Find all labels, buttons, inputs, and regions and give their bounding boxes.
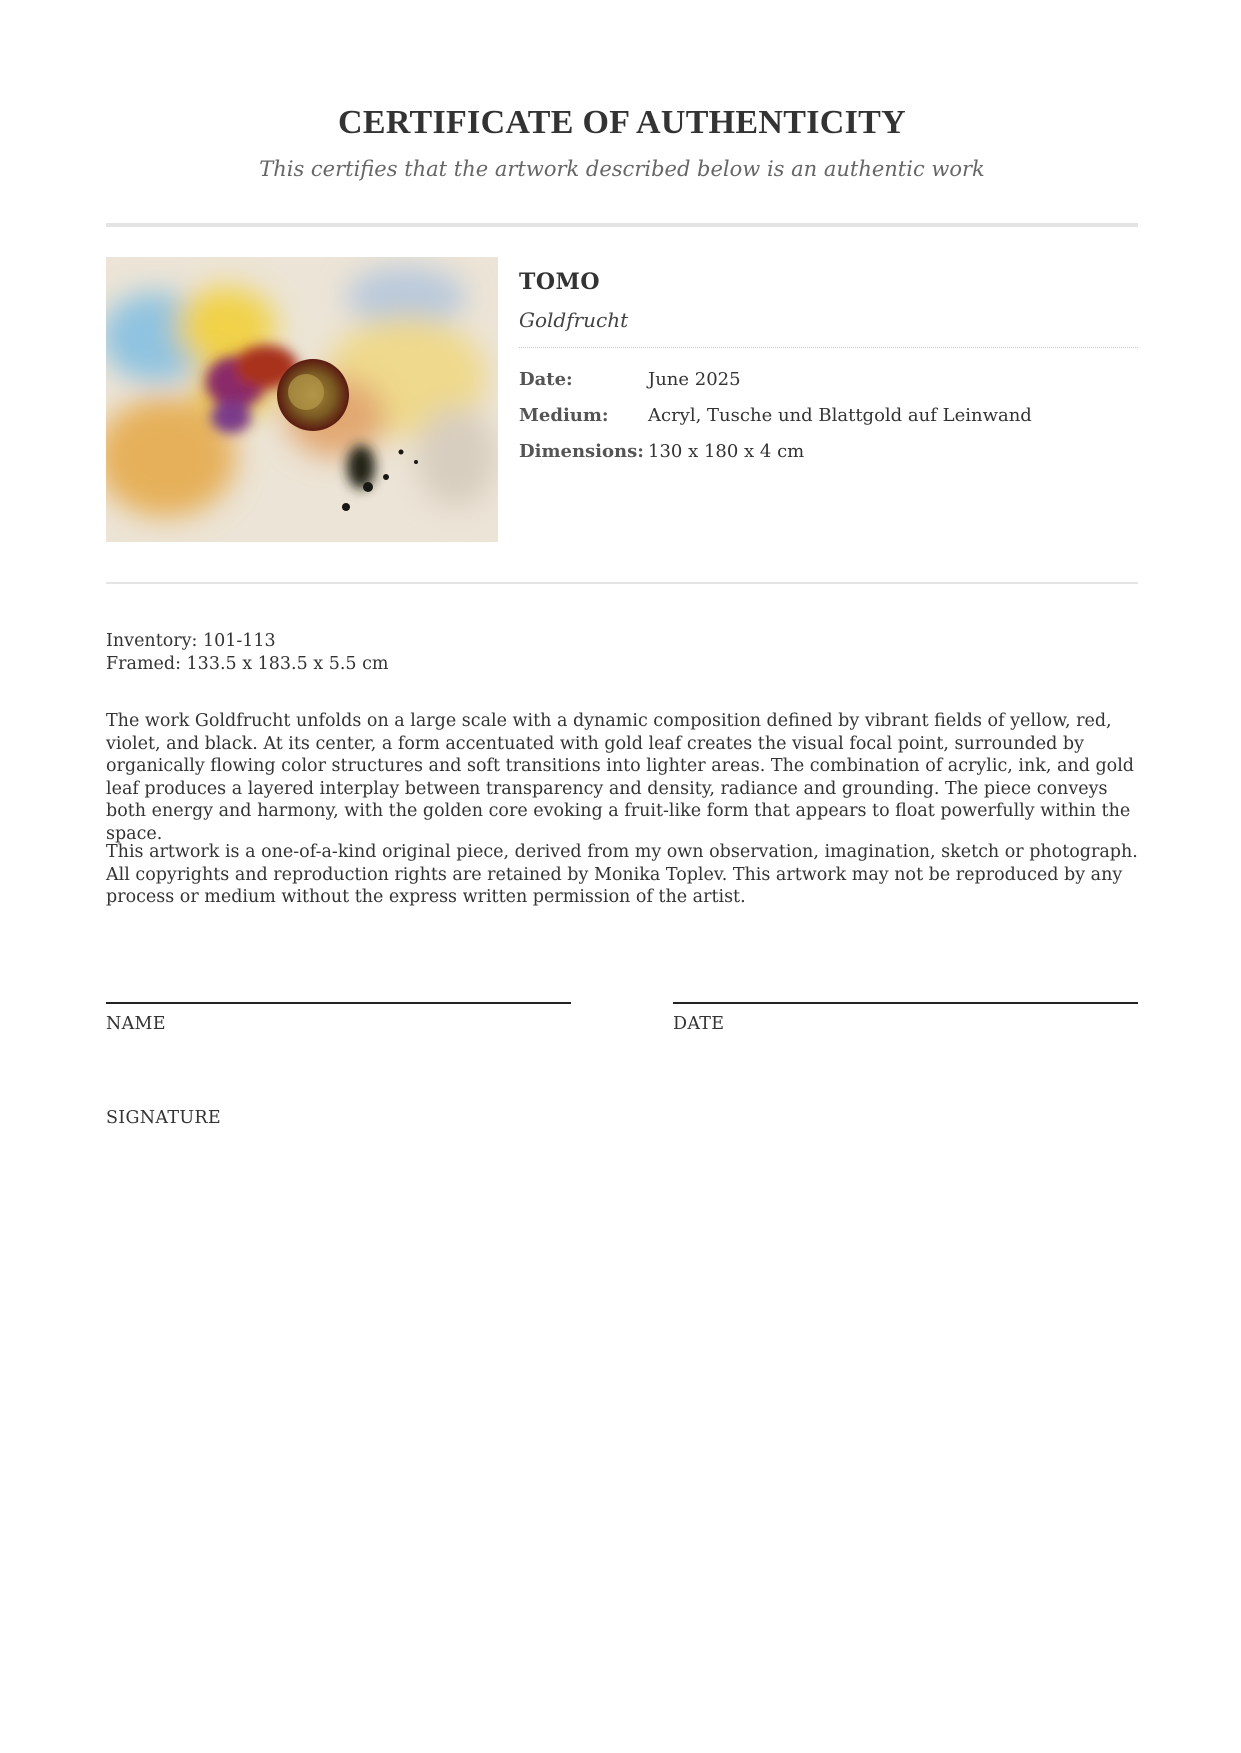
artwork-details: [519, 265, 1138, 476]
field-dimensions: [519, 440, 1138, 476]
date-line: [673, 1002, 1138, 1004]
certificate-title: CERTIFICATE OF AUTHENTICITY: [337, 104, 906, 141]
field-value: 130 x 180 x 4 cm: [648, 441, 805, 462]
field-date: [519, 368, 1138, 404]
field-label: Medium:: [519, 405, 609, 426]
field-value: Acryl, Tusche und Blattgold auf Leinwand: [648, 405, 1032, 426]
description-paragraph: The work Goldfrucht unfolds on a large scale with a dynamic composition defined by vibrant fields of yellow, red, violet, and black. At its center, a form accentuated with gold leaf creates the visual focal point, surrounded by organically flowing color structures and soft transitions into lighter areas. The combination of acrylic, ink, and gold leaf produces a layered interplay between transparency and density, radiance and grounding. The piece conveys both energy and harmony, with the golden core evoking a fruit-like form that appears to float powerfully within the space.: [106, 711, 1134, 844]
field-label: Date:: [519, 369, 573, 390]
artist-name: TOMO: [519, 269, 601, 295]
field-value: June 2025: [648, 369, 741, 390]
name-label: NAME: [106, 1014, 166, 1034]
copyright-paragraph: This artwork is a one-of-a-kind original piece, derived from my own observation, imagination, sketch or photograph. All copyrights and reproduction rights are retained by Monika Toplev. This artwork may not be reproduced by any process or medium without the express written permission of the artist.: [106, 842, 1138, 907]
name-line: [106, 1002, 571, 1004]
artwork-photo: [106, 257, 498, 542]
field-label: Dimensions:: [519, 441, 644, 462]
details-divider: [519, 347, 1138, 348]
section-divider: [106, 582, 1138, 584]
artwork-title: Goldfrucht: [519, 308, 629, 332]
signature-label: SIGNATURE: [106, 1108, 221, 1128]
field-medium: [519, 404, 1138, 440]
inventory-block: [106, 630, 389, 676]
certificate-subtitle: This certifies that the artwork described below is an authentic work: [259, 157, 985, 181]
framed-text: Framed: 133.5 x 183.5 x 5.5 cm: [106, 654, 389, 674]
inventory-text: Inventory: 101-113: [106, 631, 276, 651]
header-divider: [106, 223, 1138, 227]
date-label: DATE: [673, 1014, 725, 1034]
